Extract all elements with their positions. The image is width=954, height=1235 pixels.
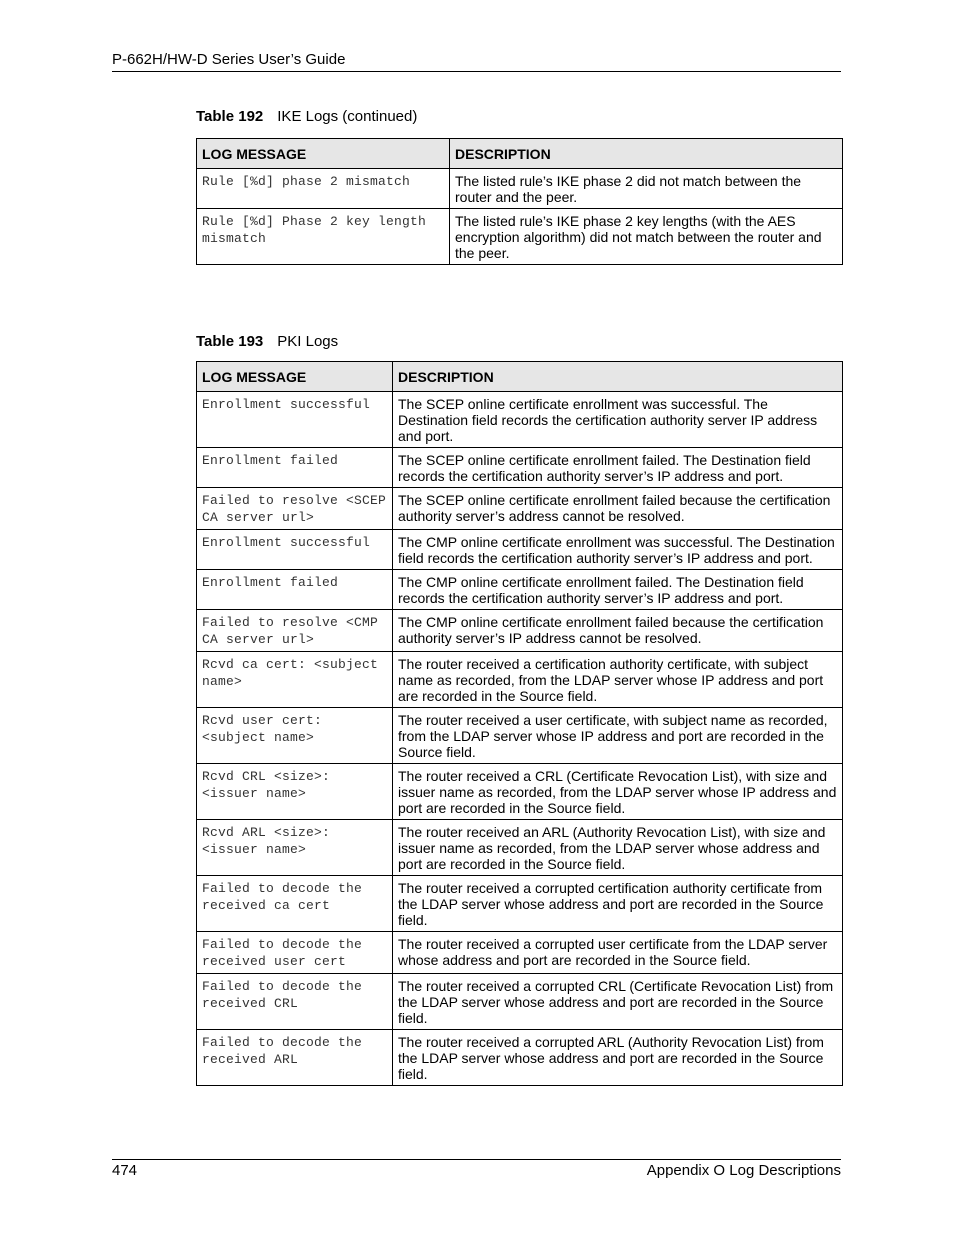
- footer-divider: [112, 1159, 841, 1160]
- description-cell: The router received a corrupted ARL (Authority Revocation List) from the LDAP server whose address and port are recorded in the Source field.: [393, 1030, 843, 1086]
- description-cell: The router received a user certificate, with subject name as recorded, from the LDAP server whose IP address and port are recorded in the Source field.: [393, 708, 843, 764]
- description-cell: The router received a corrupted CRL (Certificate Revocation List) from the LDAP server whose address and port are recorded in the Source field.: [393, 974, 843, 1030]
- table-row: [197, 209, 843, 265]
- table-row: [197, 764, 843, 820]
- table-row: [197, 974, 843, 1030]
- table-192-caption: [196, 108, 417, 126]
- table-row: [197, 1030, 843, 1086]
- log-message-cell: Enrollment successful: [197, 530, 393, 570]
- table-192-number: Table 192: [196, 108, 264, 125]
- table-row: [197, 652, 843, 708]
- table-row: [197, 820, 843, 876]
- log-message-cell: Enrollment successful: [197, 392, 393, 448]
- description-cell: The router received a certification authority certificate, with subject name as recorded, from the LDAP server whose IP address and port are recorded in the Source field.: [393, 652, 843, 708]
- table-header-row: [197, 362, 843, 392]
- log-message-cell: Rcvd CRL <size>: <issuer name>: [197, 764, 393, 820]
- log-message-cell: Failed to resolve <CMP CA server url>: [197, 610, 393, 652]
- table-row: [197, 392, 843, 448]
- description-cell: The router received a CRL (Certificate Revocation List), with size and issuer name as recorded, from the LDAP server whose IP address and port are recorded in the Source field.: [393, 764, 843, 820]
- log-message-cell: Rcvd user cert: <subject name>: [197, 708, 393, 764]
- table-193-caption: [196, 333, 338, 351]
- log-message-cell: Rule [%d] Phase 2 key length mismatch: [197, 209, 450, 265]
- pki-logs-table: [196, 361, 843, 1086]
- footer-section-title: Appendix O Log Descriptions: [646, 1162, 841, 1179]
- log-message-cell: Failed to decode the received ca cert: [197, 876, 393, 932]
- description-cell: The router received a corrupted user certificate from the LDAP server whose address and port are recorded in the Source field.: [393, 932, 843, 974]
- table-193-number: Table 193: [196, 333, 264, 350]
- description-cell: The listed rule’s IKE phase 2 did not match between the router and the peer.: [450, 169, 843, 209]
- log-message-cell: Failed to decode the received user cert: [197, 932, 393, 974]
- log-message-cell: Failed to resolve <SCEP CA server url>: [197, 488, 393, 530]
- description-cell: The router received an ARL (Authority Revocation List), with size and issuer name as recorded, from the LDAP server whose address and port are recorded in the Source field.: [393, 820, 843, 876]
- running-header-title: P-662H/HW-D Series User’s Guide: [112, 51, 346, 68]
- log-message-cell: Rcvd ca cert: <subject name>: [197, 652, 393, 708]
- description-cell: The SCEP online certificate enrollment failed. The Destination field records the certification authority server’s IP address and port.: [393, 448, 843, 488]
- description-cell: The router received a corrupted certification authority certificate from the LDAP server whose address and port are recorded in the Source field.: [393, 876, 843, 932]
- column-header-description: DESCRIPTION: [393, 362, 843, 392]
- log-message-cell: Rcvd ARL <size>: <issuer name>: [197, 820, 393, 876]
- table-row: [197, 570, 843, 610]
- log-message-cell: Failed to decode the received ARL: [197, 1030, 393, 1086]
- description-cell: The SCEP online certificate enrollment failed because the certification authority server’s address cannot be resolved.: [393, 488, 843, 530]
- log-message-cell: Enrollment failed: [197, 448, 393, 488]
- description-cell: The listed rule’s IKE phase 2 key lengths (with the AES encryption algorithm) did not match between the router and the peer.: [450, 209, 843, 265]
- description-cell: The CMP online certificate enrollment failed. The Destination field records the certification authority server’s IP address and port.: [393, 570, 843, 610]
- table-row: [197, 169, 843, 209]
- table-row: [197, 610, 843, 652]
- column-header-log-message: LOG MESSAGE: [197, 139, 450, 169]
- description-cell: The CMP online certificate enrollment failed because the certification authority server’s IP address cannot be resolved.: [393, 610, 843, 652]
- table-193-title: PKI Logs: [277, 333, 339, 350]
- table-row: [197, 530, 843, 570]
- header-divider: [112, 71, 841, 72]
- table-row: [197, 708, 843, 764]
- table-row: [197, 488, 843, 530]
- column-header-log-message: LOG MESSAGE: [197, 362, 393, 392]
- ike-logs-table: [196, 138, 843, 265]
- page-number: 474: [112, 1162, 138, 1179]
- description-cell: The CMP online certificate enrollment was successful. The Destination field records the certification authority server’s IP address and port.: [393, 530, 843, 570]
- table-192-title: IKE Logs (continued): [277, 108, 418, 125]
- description-cell: The SCEP online certificate enrollment was successful. The Destination field records the certification authority server IP address and port.: [393, 392, 843, 448]
- log-message-cell: Failed to decode the received CRL: [197, 974, 393, 1030]
- table-header-row: [197, 139, 843, 169]
- column-header-description: DESCRIPTION: [450, 139, 843, 169]
- table-row: [197, 876, 843, 932]
- log-message-cell: Rule [%d] phase 2 mismatch: [197, 169, 450, 209]
- table-row: [197, 932, 843, 974]
- log-message-cell: Enrollment failed: [197, 570, 393, 610]
- table-row: [197, 448, 843, 488]
